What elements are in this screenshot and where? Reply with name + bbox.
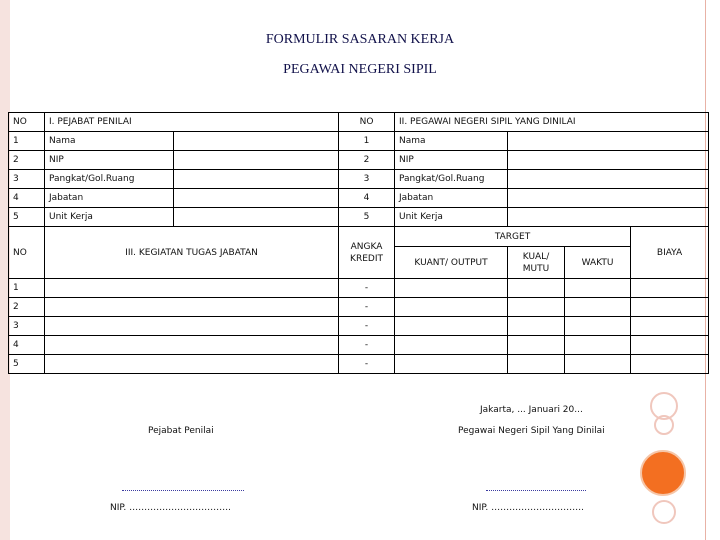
field-value[interactable]	[174, 189, 339, 208]
biaya-cell[interactable]	[631, 336, 709, 355]
field-label: Jabatan	[45, 189, 174, 208]
no-header-1: NO	[9, 113, 45, 132]
kuant-cell[interactable]	[395, 279, 508, 298]
kuant-cell[interactable]	[395, 298, 508, 317]
form-subtitle: PEGAWAI NEGERI SIPIL	[283, 62, 437, 77]
place-date: Jakarta, ... Januari 20...	[480, 405, 583, 415]
row-number: 4	[9, 336, 45, 355]
waktu-cell[interactable]	[565, 298, 631, 317]
pejabat-penilai-header: I. PEJABAT PENILAI	[45, 113, 339, 132]
row-number: 5	[9, 355, 45, 374]
field-value[interactable]	[508, 208, 709, 227]
identity-row	[9, 132, 709, 151]
row-number: 2	[339, 151, 395, 170]
kuant-output-header: KUANT/ OUTPUT	[395, 247, 508, 279]
angka-kredit-cell: -	[339, 336, 395, 355]
row-number: 1	[339, 132, 395, 151]
kual-cell[interactable]	[508, 317, 565, 336]
waktu-cell[interactable]	[565, 317, 631, 336]
right-signer-title: Pegawai Negeri Sipil Yang Dinilai	[458, 426, 605, 436]
identity-row	[9, 151, 709, 170]
activity-row	[9, 355, 709, 374]
kual-mutu-header: KUAL/ MUTU	[508, 247, 565, 279]
waktu-cell[interactable]	[565, 279, 631, 298]
left-signer-title: Pejabat Penilai	[148, 426, 214, 436]
biaya-header: BIAYA	[631, 227, 709, 279]
field-value[interactable]	[174, 170, 339, 189]
row-number: 1	[9, 279, 45, 298]
row-number: 1	[9, 132, 45, 151]
field-label: Nama	[45, 132, 174, 151]
angka-kredit-cell: -	[339, 317, 395, 336]
activity-row	[9, 336, 709, 355]
biaya-cell[interactable]	[631, 279, 709, 298]
kuant-cell[interactable]	[395, 336, 508, 355]
activity-row	[9, 317, 709, 336]
angka-kredit-header: ANGKA KREDIT	[339, 227, 395, 279]
pns-dinilai-header: II. PEGAWAI NEGERI SIPIL YANG DINILAI	[395, 113, 709, 132]
field-label: NIP	[395, 151, 508, 170]
decorative-orange-circle	[640, 450, 686, 496]
field-label: Pangkat/Gol.Ruang	[45, 170, 174, 189]
biaya-cell[interactable]	[631, 298, 709, 317]
kegiatan-header-row	[9, 227, 709, 247]
kual-cell[interactable]	[508, 355, 565, 374]
field-label: Unit Kerja	[45, 208, 174, 227]
form-table	[8, 112, 709, 374]
right-nip: NIP. ………………………….	[472, 503, 584, 513]
right-signature-line[interactable]	[486, 490, 586, 492]
row-number: 3	[339, 170, 395, 189]
activity-cell[interactable]	[45, 355, 339, 374]
waktu-header: WAKTU	[565, 247, 631, 279]
kual-cell[interactable]	[508, 336, 565, 355]
row-number: 2	[9, 151, 45, 170]
kuant-cell[interactable]	[395, 317, 508, 336]
field-value[interactable]	[174, 132, 339, 151]
angka-kredit-cell: -	[339, 298, 395, 317]
row-number: 3	[9, 317, 45, 336]
kual-cell[interactable]	[508, 279, 565, 298]
activity-cell[interactable]	[45, 298, 339, 317]
no-header-3: NO	[9, 227, 45, 279]
row-number: 5	[9, 208, 45, 227]
biaya-cell[interactable]	[631, 317, 709, 336]
field-value[interactable]	[508, 189, 709, 208]
field-value[interactable]	[508, 170, 709, 189]
activity-cell[interactable]	[45, 336, 339, 355]
target-header: TARGET	[395, 227, 631, 247]
row-number: 4	[339, 189, 395, 208]
angka-kredit-cell: -	[339, 355, 395, 374]
field-value[interactable]	[508, 151, 709, 170]
field-value[interactable]	[174, 151, 339, 170]
row-number: 4	[9, 189, 45, 208]
left-nip: NIP. …………………………….	[110, 503, 231, 513]
decorative-ring	[652, 500, 676, 524]
field-label: NIP	[45, 151, 174, 170]
angka-kredit-cell: -	[339, 279, 395, 298]
kuant-cell[interactable]	[395, 355, 508, 374]
row-number: 5	[339, 208, 395, 227]
section-header-row	[9, 113, 709, 132]
decorative-ring	[654, 415, 674, 435]
left-signature-line[interactable]	[122, 490, 244, 492]
identity-row	[9, 170, 709, 189]
identity-row	[9, 208, 709, 227]
biaya-cell[interactable]	[631, 355, 709, 374]
waktu-cell[interactable]	[565, 355, 631, 374]
activity-row	[9, 279, 709, 298]
field-label: Unit Kerja	[395, 208, 508, 227]
activity-cell[interactable]	[45, 317, 339, 336]
field-label: Pangkat/Gol.Ruang	[395, 170, 508, 189]
field-label: Jabatan	[395, 189, 508, 208]
row-number: 2	[9, 298, 45, 317]
waktu-cell[interactable]	[565, 336, 631, 355]
field-label: Nama	[395, 132, 508, 151]
kual-cell[interactable]	[508, 298, 565, 317]
no-header-2: NO	[339, 113, 395, 132]
field-value[interactable]	[174, 208, 339, 227]
form-title: FORMULIR SASARAN KERJA	[265, 32, 455, 47]
kegiatan-tugas-header: III. KEGIATAN TUGAS JABATAN	[45, 227, 339, 279]
row-number: 3	[9, 170, 45, 189]
identity-row	[9, 189, 709, 208]
field-value[interactable]	[508, 132, 709, 151]
activity-row	[9, 298, 709, 317]
activity-cell[interactable]	[45, 279, 339, 298]
